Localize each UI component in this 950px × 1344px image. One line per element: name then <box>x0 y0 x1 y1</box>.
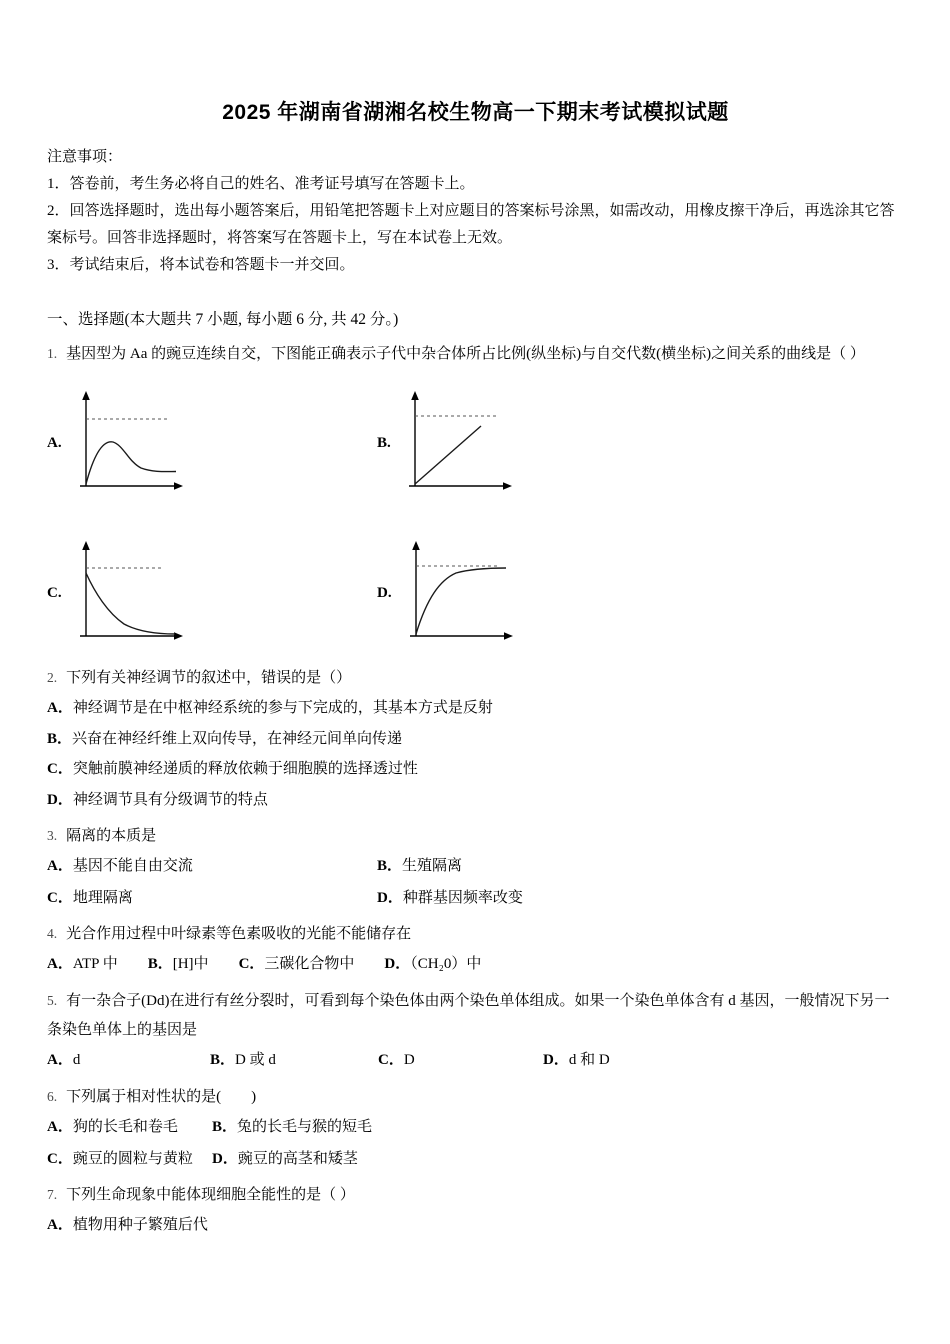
option-c <box>47 1144 212 1176</box>
option-c-text: D <box>403 1052 415 1069</box>
question-1-answer-graphs <box>47 390 904 648</box>
x-axis-arrow-icon <box>504 632 513 639</box>
question-4-options <box>47 949 904 981</box>
question-text: 下列有关神经调节的叙述中，错误的是（） <box>66 669 352 686</box>
option-a <box>47 1045 210 1077</box>
option-b-text: D 或 d <box>235 1052 276 1069</box>
option-c-text: 豌豆的圆粒与黄粒 <box>72 1150 193 1167</box>
option-c-label: C． <box>47 761 73 778</box>
graph-option-c <box>47 540 377 648</box>
page-title: 2025 年湖南省湖湘名校生物高一下期末考试模拟试题 <box>222 101 729 124</box>
question-7-stem <box>47 1181 904 1210</box>
option-d-label: D． <box>47 792 73 809</box>
option-a-text: d <box>72 1052 81 1069</box>
option-c <box>47 883 377 915</box>
x-axis-arrow-icon <box>174 632 183 639</box>
y-axis-arrow-icon <box>82 541 90 550</box>
option-b-label: B． <box>212 1119 238 1136</box>
question-number: 7. <box>47 1187 58 1203</box>
option-c-label: C． <box>238 956 265 973</box>
option-d <box>377 883 904 915</box>
option-b-label: B． <box>210 1052 236 1069</box>
question-6-options-row-2 <box>47 1144 904 1176</box>
option-a-label: A． <box>47 699 73 716</box>
option-a-text: 狗的长毛和卷毛 <box>72 1119 178 1136</box>
section-heading-choice-questions: 一、选择题(本大题共 7 小题, 每小题 6 分, 共 42 分。) <box>47 311 399 328</box>
option-b <box>47 724 904 755</box>
option-d-label: D． <box>543 1052 569 1069</box>
option-b <box>212 1112 904 1144</box>
option-b-label: B． <box>47 730 73 747</box>
notice-item-3: 3．考试结束后，将本试卷和答题卡一并交回。 <box>47 257 355 273</box>
option-c-label: C． <box>47 1150 73 1167</box>
option-d-text: 种群基因频率改变 <box>402 889 523 906</box>
option-b-label: B． <box>147 956 173 973</box>
question-text: 光合作用过程中叶绿素等色素吸收的光能不能储存在 <box>66 926 412 943</box>
question-number: 3. <box>47 827 58 843</box>
option-d <box>212 1144 904 1176</box>
curve-rise-peak-decline <box>86 442 176 484</box>
option-c-label: C． <box>378 1052 404 1069</box>
question-number: 1. <box>47 346 58 362</box>
question-5-options <box>47 1045 904 1077</box>
option-c <box>239 949 355 981</box>
option-b-text: [H]中 <box>172 956 209 973</box>
option-c <box>378 1045 543 1077</box>
option-d-text: d 和 D <box>568 1052 610 1069</box>
option-a <box>47 851 377 883</box>
question-4-stem <box>47 920 904 949</box>
question-2 <box>47 664 904 816</box>
question-6-options-row-1 <box>47 1112 904 1144</box>
option-a-label: A． <box>47 956 73 973</box>
y-axis-arrow-icon <box>411 391 419 400</box>
question-2-options <box>47 693 904 816</box>
graph-option-d <box>377 540 707 648</box>
graph-option-a-label: A. <box>47 435 62 452</box>
option-d-text: 豌豆的高茎和矮茎 <box>237 1150 358 1167</box>
option-c-label: C． <box>47 889 73 906</box>
question-4 <box>47 920 904 981</box>
notice-heading: 注意事项： <box>47 149 123 165</box>
question-1-stem <box>47 340 904 369</box>
question-text: 隔离的本质是 <box>66 827 157 844</box>
graph-option-c-label: C. <box>47 585 62 602</box>
option-b <box>377 851 904 883</box>
option-a-text: 基因不能自由交流 <box>72 858 193 875</box>
curve-exponential-decay <box>86 573 175 634</box>
curve-linear-rise <box>415 426 481 484</box>
question-7-options <box>47 1210 904 1241</box>
question-text: 基因型为 Aa 的豌豆连续自交，下图能正确表示子代中杂合体所占比例(纵坐标)与自交代数(横坐标)之间关系的曲线是（ ） <box>66 346 865 363</box>
graph-option-d-label: D. <box>377 585 392 602</box>
notice-item-1: 1．答卷前，考生务必将自己的姓名、准考证号填写在答题卡上。 <box>47 176 475 192</box>
x-axis-arrow-icon <box>503 482 512 489</box>
option-b-label: B． <box>377 858 403 875</box>
question-number: 6. <box>47 1088 58 1104</box>
question-number: 5. <box>47 992 58 1008</box>
option-a-label: A． <box>47 1217 73 1234</box>
option-a <box>47 949 118 981</box>
question-5-stem <box>47 987 904 1046</box>
question-5 <box>47 987 904 1077</box>
option-b <box>148 949 209 981</box>
option-a <box>47 1210 904 1241</box>
question-3-options <box>47 851 904 914</box>
notice-section <box>47 144 904 279</box>
option-d-text: （CH₂0）中 <box>410 956 482 973</box>
question-text: 有一杂合子(Dd)在进行有丝分裂时，可看到每个染色体由两个染色单体组成。如果一个染色单体含有 d 基因，一般情况下另一条染色单体上的基因是 <box>47 992 890 1039</box>
x-axis-arrow-icon <box>174 482 183 489</box>
option-d-label: D． <box>212 1150 238 1167</box>
question-1 <box>47 340 904 647</box>
graph-option-a <box>47 390 377 498</box>
option-b-text: 兔的长毛与猴的短毛 <box>237 1119 373 1136</box>
option-c-text: 地理隔离 <box>72 889 133 906</box>
option-b-text: 兴奋在神经纤维上双向传导，在神经元间单向传递 <box>72 730 403 747</box>
y-axis-arrow-icon <box>82 391 90 400</box>
option-a-label: A． <box>47 1119 73 1136</box>
option-c-text: 突触前膜神经递质的释放依赖于细胞膜的选择透过性 <box>72 761 418 778</box>
notice-item-2: 2．回答选择题时，选出每小题答案后，用铅笔把答题卡上对应题目的答案标号涂黑，如需改动，用橡皮擦干净后，再选涂其它答案标号。回答非选择题时，将答案写在答题卡上，写在本试卷上无效。 <box>47 203 895 246</box>
option-a-label: A． <box>47 858 73 875</box>
option-d <box>543 1045 904 1077</box>
option-a-text: ATP 中 <box>72 956 118 973</box>
y-axis-arrow-icon <box>412 541 420 550</box>
option-b-text: 生殖隔离 <box>402 858 463 875</box>
option-a-text: 神经调节是在中枢神经系统的参与下完成的，其基本方式是反射 <box>72 699 493 716</box>
graph-b-plot <box>401 390 519 498</box>
option-c-text: 三碳化合物中 <box>264 956 355 973</box>
question-3-stem <box>47 822 904 851</box>
curve-rise-saturate <box>416 568 506 634</box>
question-6-stem <box>47 1083 904 1112</box>
question-2-stem <box>47 664 904 693</box>
option-d-label: D． <box>377 889 403 906</box>
question-number: 2. <box>47 669 58 685</box>
option-d <box>47 785 904 816</box>
question-text: 下列生命现象中能体现细胞全能性的是（ ） <box>66 1187 355 1204</box>
graph-option-b <box>377 390 707 498</box>
option-a-text: 植物用种子繁殖后代 <box>72 1217 208 1234</box>
graph-c-plot <box>72 540 190 648</box>
option-d <box>384 949 481 981</box>
question-7 <box>47 1181 904 1241</box>
option-d-text: 神经调节具有分级调节的特点 <box>72 792 268 809</box>
question-3 <box>47 822 904 914</box>
graph-d-plot <box>402 540 520 648</box>
graph-a-plot <box>72 390 190 498</box>
option-a-label: A． <box>47 1052 73 1069</box>
graph-option-b-label: B. <box>377 435 391 452</box>
question-6 <box>47 1083 904 1175</box>
question-text: 下列属于相对性状的是( ) <box>66 1088 257 1105</box>
question-number: 4. <box>47 926 58 942</box>
option-a <box>47 1112 212 1144</box>
option-c <box>47 754 904 785</box>
option-a <box>47 693 904 724</box>
option-d-label: D． <box>384 956 411 973</box>
option-b <box>210 1045 378 1077</box>
